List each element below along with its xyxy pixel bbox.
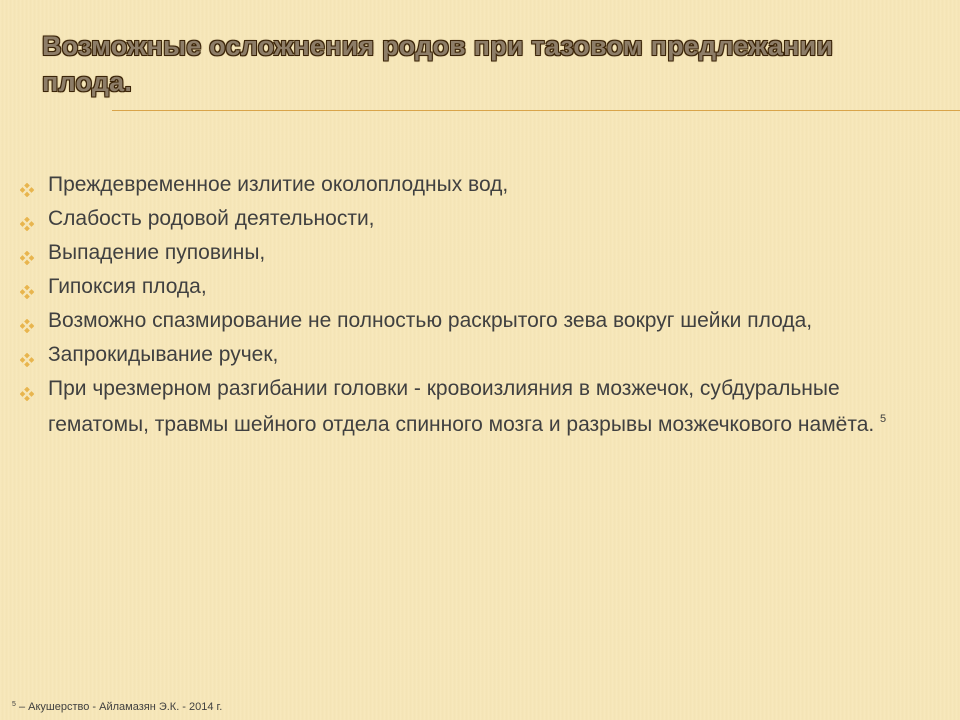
bullet-text: Выпадение пуповины, bbox=[48, 241, 266, 264]
list-item bbox=[14, 340, 894, 370]
footnote-reference: 5 bbox=[880, 413, 887, 425]
bullet-text: Возможно спазмирование не полностью раскрытого зева вокруг шейки плода, bbox=[48, 309, 813, 332]
diamond-bullet-icon bbox=[20, 210, 34, 224]
title-divider bbox=[112, 110, 960, 111]
bullet-text: Запрокидывание ручек, bbox=[48, 343, 279, 366]
bullet-list bbox=[14, 170, 894, 444]
diamond-bullet-icon bbox=[20, 176, 34, 190]
list-item bbox=[14, 238, 894, 268]
footnote-text: – Акушерство - Айламазян Э.К. - 2014 г. bbox=[15, 701, 223, 713]
diamond-bullet-icon bbox=[20, 278, 34, 292]
list-item bbox=[14, 374, 894, 440]
bullet-text: Гипоксия плода, bbox=[48, 275, 207, 298]
list-item bbox=[14, 204, 894, 234]
footnote bbox=[12, 698, 222, 714]
slide-title: Возможные осложнения родов при тазовом предлежании плода. bbox=[42, 31, 834, 97]
list-item bbox=[14, 170, 894, 200]
diamond-bullet-icon bbox=[20, 346, 34, 360]
bullet-text: Преждевременное излитие околоплодных вод, bbox=[48, 173, 509, 196]
list-item bbox=[14, 272, 894, 302]
list-item bbox=[14, 306, 894, 336]
bullet-text bbox=[48, 377, 886, 436]
footnote-marker: 5 bbox=[12, 701, 16, 708]
bullet-text-body: При чрезмерном разгибании головки - кровоизлияния в мозжечок, субдуральные гематомы, травмы шейного отдела спинного мозга и разрывы мозжечкового намёта. bbox=[48, 377, 881, 436]
diamond-bullet-icon bbox=[20, 380, 34, 394]
bullet-text: Слабость родовой деятельности, bbox=[48, 207, 375, 230]
diamond-bullet-icon bbox=[20, 312, 34, 326]
diamond-bullet-icon bbox=[20, 244, 34, 258]
